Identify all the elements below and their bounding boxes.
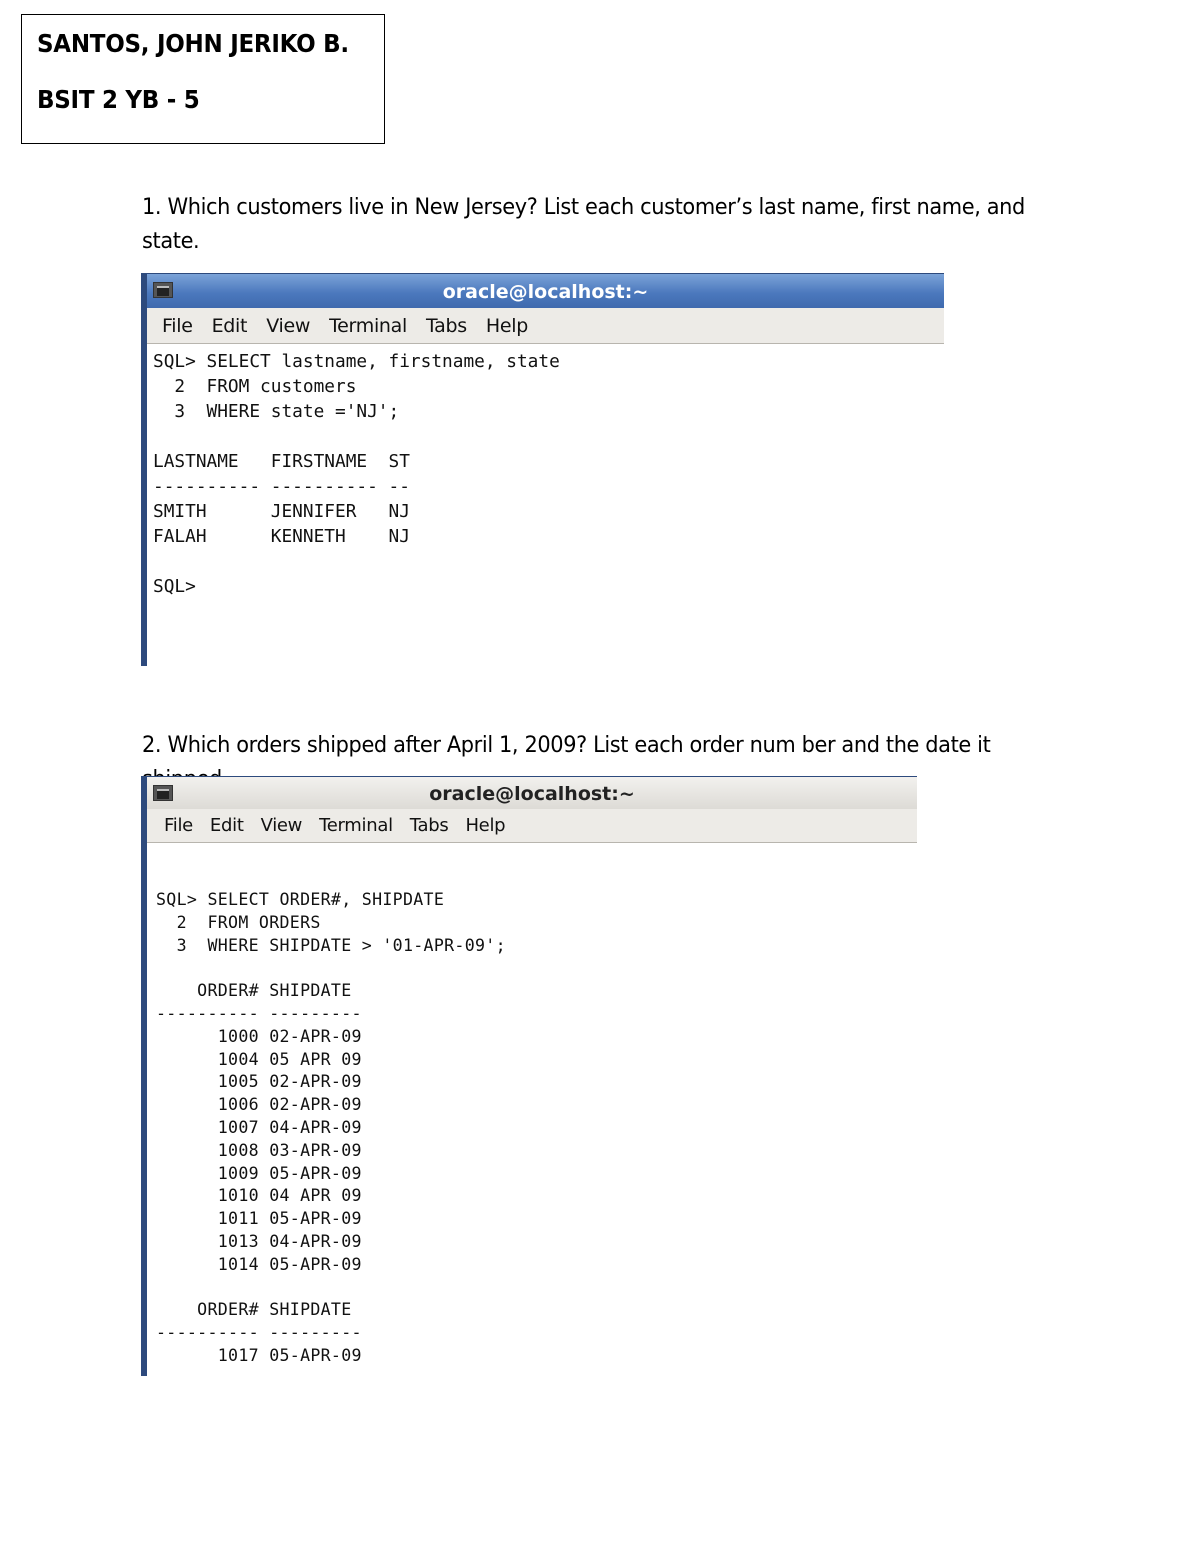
- menu-view[interactable]: View: [260, 815, 303, 836]
- menu-tabs[interactable]: Tabs: [409, 815, 449, 836]
- terminal-icon: [153, 282, 173, 298]
- menu-edit[interactable]: Edit: [209, 815, 244, 836]
- terminal-window-2: [141, 776, 917, 1376]
- student-info-box: [21, 14, 385, 144]
- terminal-menubar: [147, 809, 917, 843]
- student-section: BSIT 2 YB - 5: [37, 85, 200, 114]
- menu-edit[interactable]: Edit: [211, 314, 248, 337]
- question-1: 1. Which customers live in New Jersey? List each customer’s last name, first name, and state.: [142, 195, 1025, 254]
- menu-file[interactable]: File: [164, 815, 193, 836]
- menu-terminal[interactable]: Terminal: [329, 314, 407, 337]
- menu-help[interactable]: Help: [465, 815, 506, 836]
- terminal-output[interactable]: SQL> SELECT lastname, firstname, state 2 FROM customers 3 WHERE state ='NJ'; LASTNAME FIRSTNAME ST ---------- ---------- -- SMITH JENNIFER NJ FALAH KENNETH NJ SQL>: [153, 351, 560, 597]
- menu-help[interactable]: Help: [485, 314, 528, 337]
- terminal-output[interactable]: SQL> SELECT ORDER#, SHIPDATE 2 FROM ORDERS 3 WHERE SHIPDATE > '01-APR-09'; ORDER# SHIPDATE ---------- --------- 1000 02-APR-09 1004 05 APR 09 1005 02-APR-09 1006 02-APR-09 1007 04-APR-09 1008 03-APR-09 1009 05-APR-09 1010 04 APR 09 1011 05-APR-09 1013 04-APR-09 1014 05-APR-09 ORDER# SHIPDATE ---------- --------- 1017 05-APR-09: [156, 890, 506, 1365]
- terminal-menubar: [147, 308, 944, 344]
- menu-file[interactable]: File: [162, 314, 193, 337]
- menu-view[interactable]: View: [266, 314, 311, 337]
- terminal-titlebar: [147, 776, 917, 811]
- terminal-icon: [153, 785, 173, 801]
- terminal-title: oracle@localhost:~: [442, 280, 649, 303]
- menu-terminal[interactable]: Terminal: [319, 815, 393, 836]
- terminal-titlebar: [147, 273, 944, 309]
- terminal-title: oracle@localhost:~: [429, 782, 635, 805]
- student-name: SANTOS, JOHN JERIKO B.: [37, 29, 349, 58]
- menu-tabs[interactable]: Tabs: [426, 314, 467, 337]
- question-2: 2. Which orders shipped after April 1, 2009? List each order num ber and the date it: [142, 733, 991, 758]
- terminal-window-1: [141, 273, 944, 666]
